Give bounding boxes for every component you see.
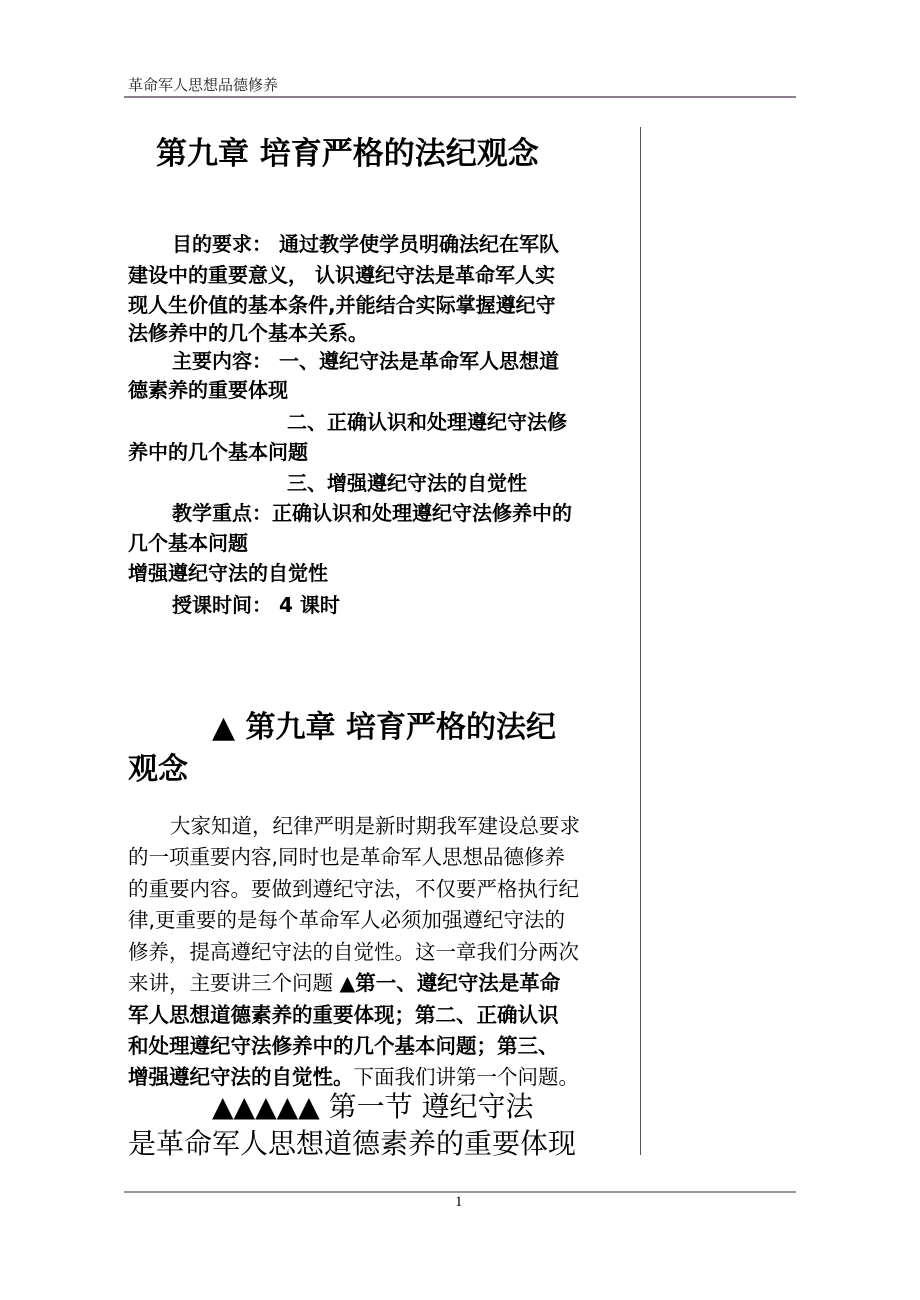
content-line: 三、增强遵纪守法的自觉性 xyxy=(287,471,527,495)
intro-line: 大家知道，纪律严明是新时期我军建设总要求 xyxy=(170,814,580,838)
section-heading-line2: 是革命军人思想道德素养的重要体现 xyxy=(128,1127,577,1160)
content-line: 养中的几个基本问题 xyxy=(128,440,308,464)
objectives-line: 法修养中的几个基本关系。 xyxy=(128,321,368,345)
intro-emphasis: 增强遵纪守法的自觉性。 xyxy=(128,1065,354,1089)
key-points-line: 教学重点：正确认识和处理遵纪守法修养中的 xyxy=(172,501,572,525)
intro-line: 的一项重要内容,同时也是革命军人思想品德修养 xyxy=(128,845,566,869)
intro-line xyxy=(128,966,560,996)
intro-text: 下面我们讲第一个问题。 xyxy=(353,1065,579,1089)
chapter-title: 第九章 培育严格的法纪观念 xyxy=(156,136,539,172)
intro-line: 律,更重要的是每个革命军人必须加强遵纪守法的 xyxy=(128,908,566,932)
content-line: 德素养的重要体现 xyxy=(128,378,288,402)
content-line: 二、正确认识和处理遵纪守法修 xyxy=(287,410,567,434)
content-line: 主要内容： 一、遵纪守法是革命军人思想道 xyxy=(172,349,559,373)
objectives-line: 目的要求： 通过教学使学员明确法纪在军队 xyxy=(172,232,559,256)
intro-line: 修养，提高遵纪守法的自觉性。这一章我们分两次 xyxy=(128,940,579,964)
key-points-line: 增强遵纪守法的自觉性 xyxy=(128,561,328,585)
class-hours-line: 授课时间： 4 课时 xyxy=(172,593,340,617)
intro-line: 的重要内容。要做到遵纪守法，不仅要严格执行纪 xyxy=(128,877,579,901)
running-header: 革命军人思想品德修养 xyxy=(128,76,279,94)
intro-text: 来讲，主要讲三个问题 xyxy=(128,971,340,995)
intro-emphasis: 和处理遵纪守法修养中的几个基本问题；第三、 xyxy=(128,1034,559,1058)
page-number: 1 xyxy=(455,1194,463,1210)
objectives-line: 现人生价值的基本条件,并能结合实际掌握遵纪守 xyxy=(128,293,556,317)
key-points-line: 几个基本问题 xyxy=(128,531,248,555)
header-divider xyxy=(124,96,796,98)
chapter-heading-line1: ▲ 第九章 培育严格的法纪 xyxy=(212,710,556,745)
footer-divider xyxy=(124,1191,796,1193)
intro-emphasis: ▲第一、遵纪守法是革命 xyxy=(339,971,561,995)
objectives-line: 建设中的重要意义， 认识遵纪守法是革命军人实 xyxy=(128,263,555,287)
chapter-heading-line2: 观念 xyxy=(128,752,188,787)
section-heading-line1: ▲▲▲▲▲ 第一节 遵纪守法 xyxy=(212,1090,534,1123)
intro-emphasis: 军人思想道德素养的重要体现；第二、正确认识 xyxy=(128,1003,559,1027)
margin-rule xyxy=(640,127,641,1155)
